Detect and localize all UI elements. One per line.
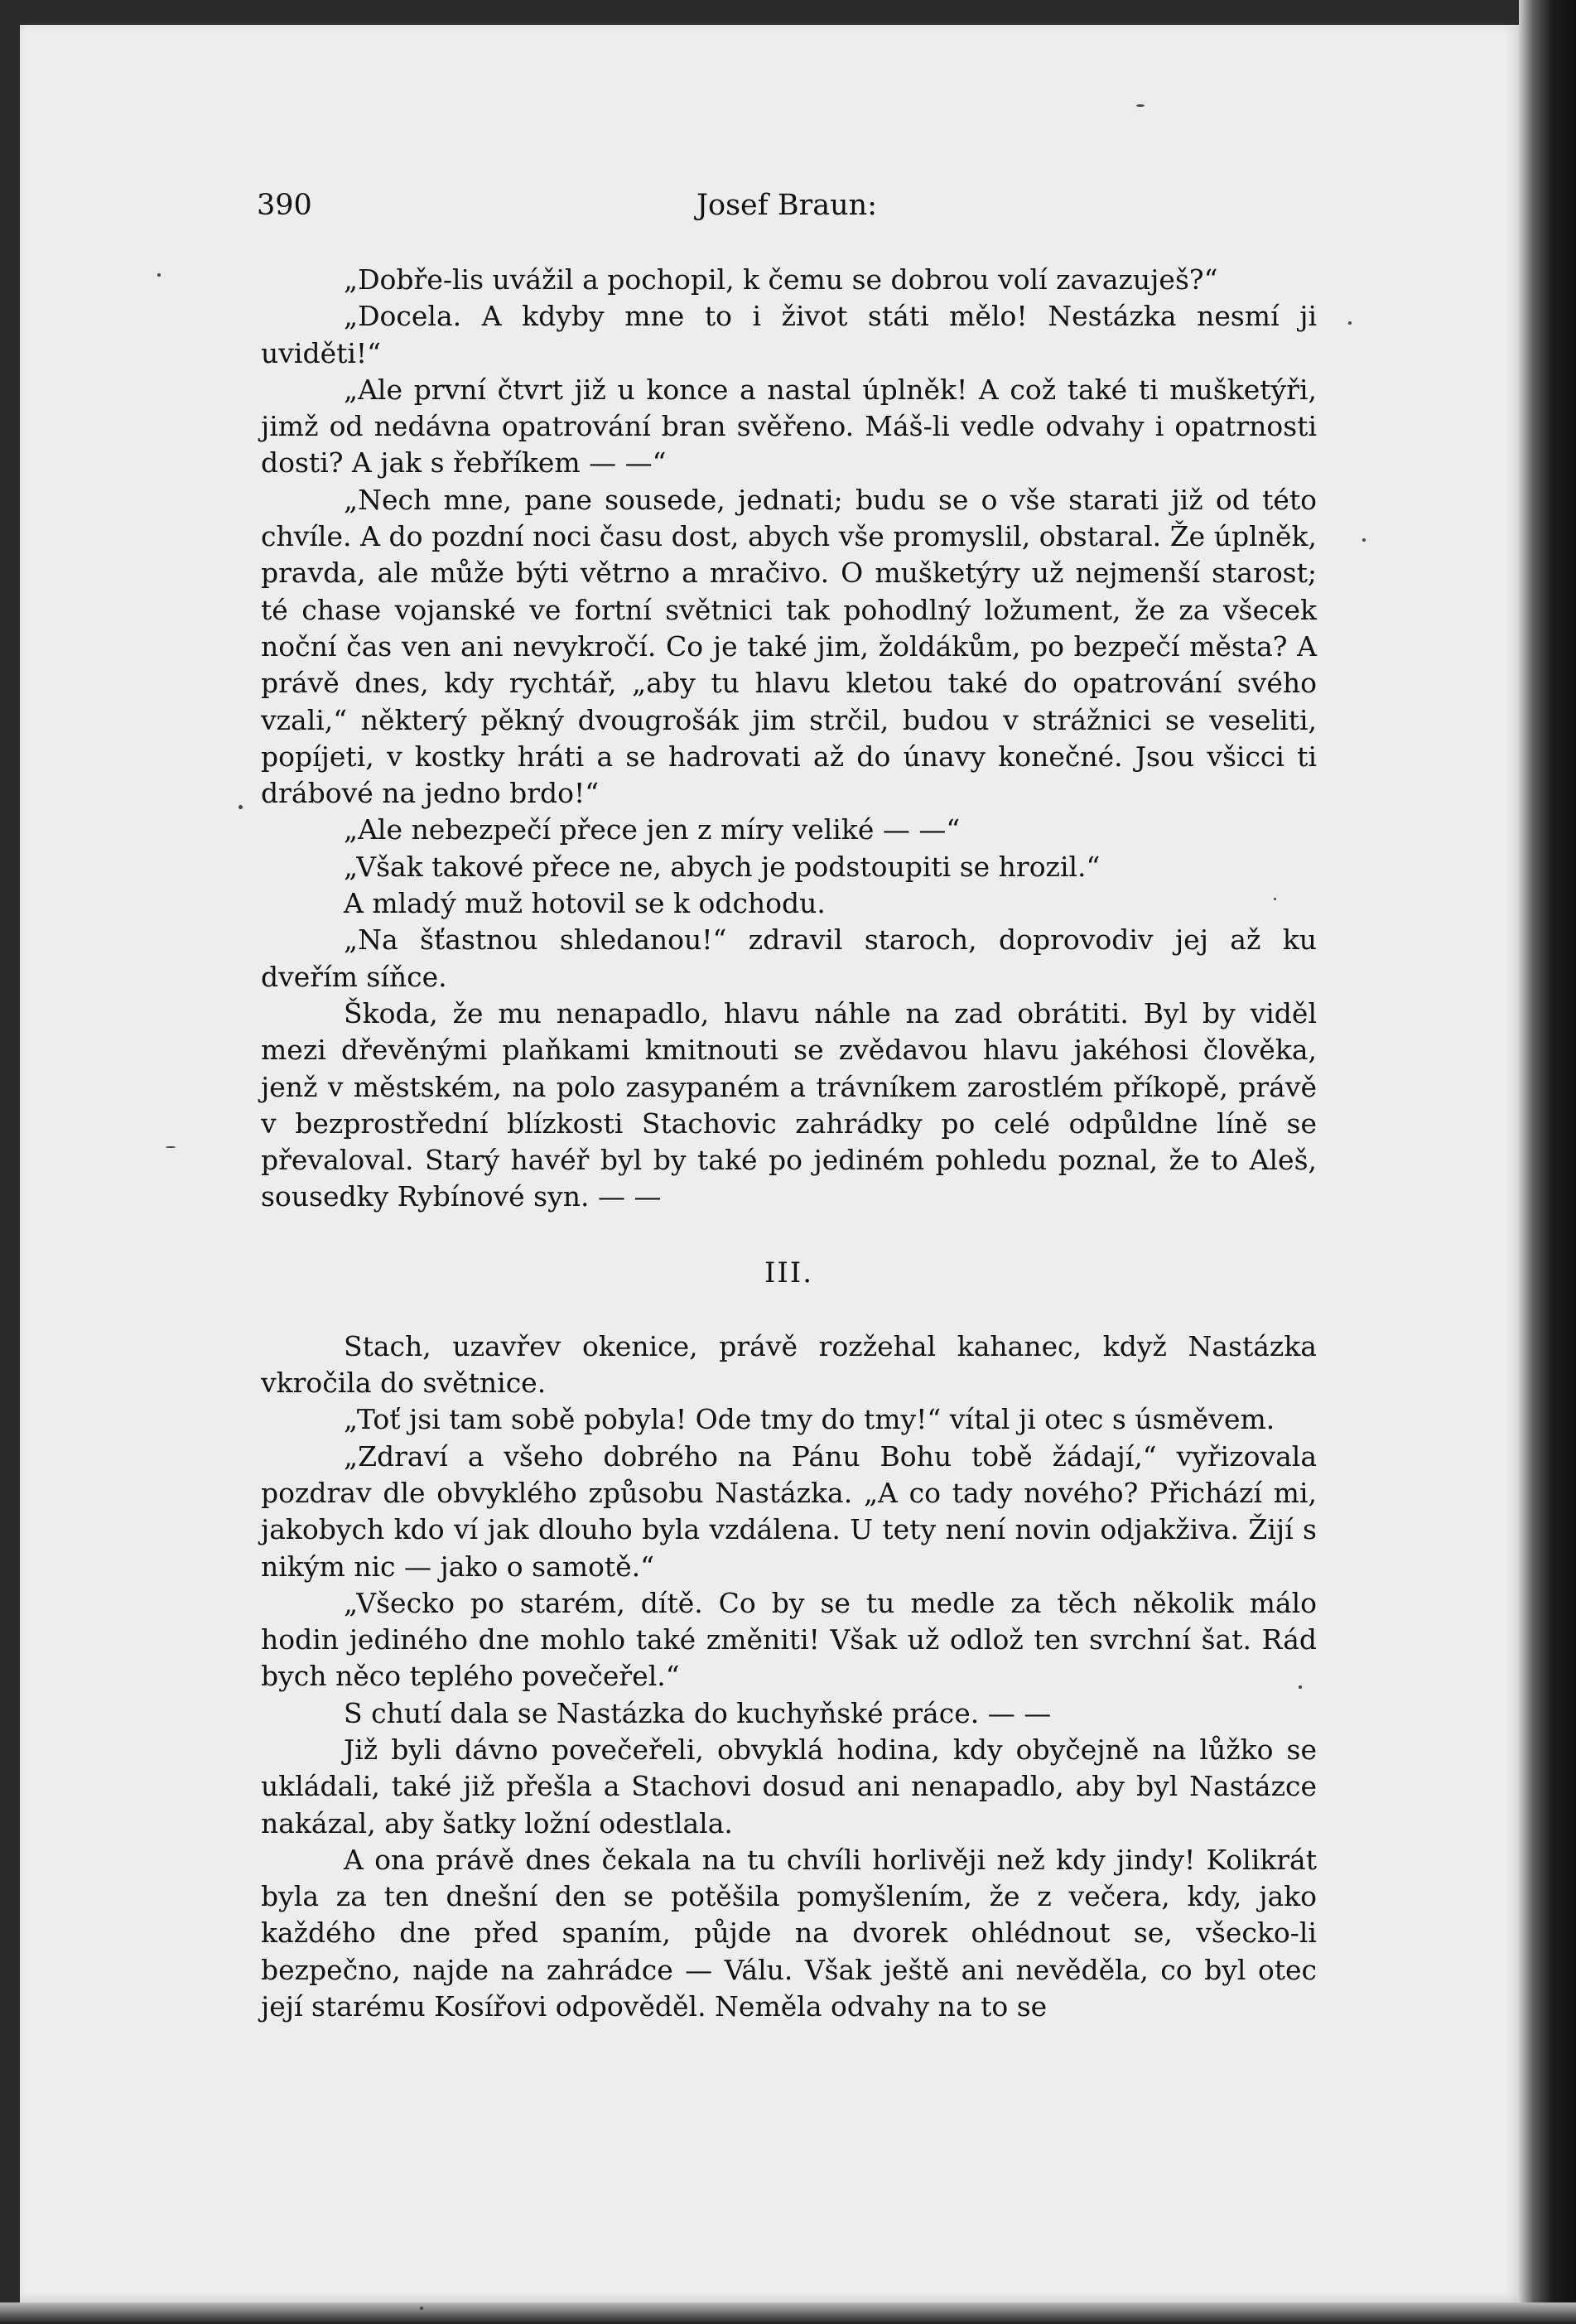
- paragraph: „Docela. A kdyby mne to i život státi mělo! Nestázka nesmí ji uviděti!“: [261, 300, 1317, 369]
- page-number: 390: [257, 189, 312, 222]
- paragraph: „Na šťastnou shledanou!“ zdravil staroch, doprovodiv jej až ku dveřím síňce.: [261, 923, 1317, 993]
- section-heading: III.: [764, 1256, 814, 1290]
- running-title: Josef Braun:: [696, 189, 878, 222]
- paragraph: Stach, uzavřev okenice, právě rozžehal kahanec, když Nastázka vkročila do světnice.: [261, 1329, 1317, 1400]
- paragraph: „Ale první čtvrt již u konce a nastal úplněk! A což také ti mušketýři, jimž od nedávna opatrování bran svěřeno. Máš-li vedle odvahy i opatrnosti dosti? A jak s řebříkem — —“: [261, 373, 1317, 480]
- paragraph: „Ale nebezpečí přece jen z míry veliké — —“: [344, 813, 961, 846]
- scan-speck: [420, 2307, 423, 2310]
- paragraph: „Nech mne, pane sousede, jednati; budu se o vše starati již od této chvíle. A do pozdní noci času dost, abych vše promyslil, obstaral. Že úplněk, pravda, ale může býti větrno a mračivo. O mušketýry už nejmenší starost; té chase vojanské ve fortní světnici tak pohodlný ložument, že za všecek noční čas ven ani nevykročí. Co je také jim, žoldákům, po bezpečí města? A právě dnes, kdy rychtář, „aby tu hlavu kletou také do opatrování svého vzali,“ některý pěkný dvougrošák jim strčil, budou v strážnici se veseliti, popíjeti, v kostky hráti a se hadrovati až do únavy konečné. Jsou všicci ti drábové na jedno brdo!“: [261, 483, 1317, 810]
- paragraph: Škoda, že mu nenapadlo, hlavu náhle na zad obrátiti. Byl by viděl mezi dřevěnými plaňkami kmitnouti se zvědavou hlavu jakéhosi člověka, jenž v městském, na polo zasypaném a trávníkem zarostlém příkopě, právě v bezprostřední blízkosti Stachovic zahrádky po celé odpůldne líně se převaloval. Starý havéř byl by také po jediném pohledu poznal, že to Aleš, sousedky Rybínové syn. — —: [261, 996, 1317, 1213]
- paragraph: A ona právě dnes čekala na tu chvíli horlivěji než kdy jindy! Kolikrát byla za ten dnešní den se potěšila pomyšlením, že z večera, kdy, jako každého dne před spaním, půjde na dvorek ohlédnout se, všecko-li bezpečno, najde na zahrádce — Válu. Však ještě ani nevěděla, co byl otec její starému Kosířovi odpověděl. Neměla odvahy na to se: [261, 1843, 1317, 2023]
- paragraph: „Však takové přece ne, abych je podstoupiti se hrozil.“: [344, 850, 1101, 883]
- scan-speck: [1348, 321, 1352, 325]
- page-bottom-shadow: [0, 2302, 1576, 2324]
- paragraph: „Dobře-lis uvážil a pochopil, k čemu se dobrou volí zavazuješ?“: [344, 263, 1218, 296]
- page-binding-shadow: [1519, 0, 1576, 2324]
- scan-speck: [157, 273, 161, 277]
- scan-speck: [1136, 104, 1145, 107]
- paragraph: S chutí dala se Nastázka do kuchyňské práce. — —: [344, 1696, 1052, 1729]
- page-body-text: [261, 262, 1317, 2025]
- page-header: [257, 189, 1317, 230]
- scan-speck: [166, 1146, 176, 1148]
- paragraph: A mladý muž hotovil se k odchodu.: [344, 887, 826, 920]
- paragraph: „Toť jsi tam sobě pobyla! Ode tmy do tmy!“ vítal ji otec s úsměvem.: [344, 1403, 1275, 1436]
- paragraph: „Všecko po starém, dítě. Co by se tu medle za těch několik málo hodin jediného dne mohlo také změniti! Však už odlož ten svrchní šat. Rád bych něco teplého povečeřel.“: [261, 1586, 1317, 1693]
- paragraph: Již byli dávno povečeřeli, obvyklá hodina, kdy obyčejně na lůžko se ukládali, také již přešla a Stachovi dosud ani nenapadlo, aby byl Nastázce nakázal, aby šatky ložní odestlala.: [261, 1733, 1317, 1839]
- paragraph: „Zdraví a všeho dobrého na Pánu Bohu tobě žádají,“ vyřizovala pozdrav dle obvyklého způsobu Nastázka. „A co tady nového? Přichází mi, jakobych kdo ví jak dlouho byla vzdálena. U tety není novin odjakživa. Žijí s nikým nic — jako o samotě.“: [261, 1439, 1317, 1583]
- scan-speck: [239, 805, 243, 809]
- scan-speck: [1362, 538, 1366, 542]
